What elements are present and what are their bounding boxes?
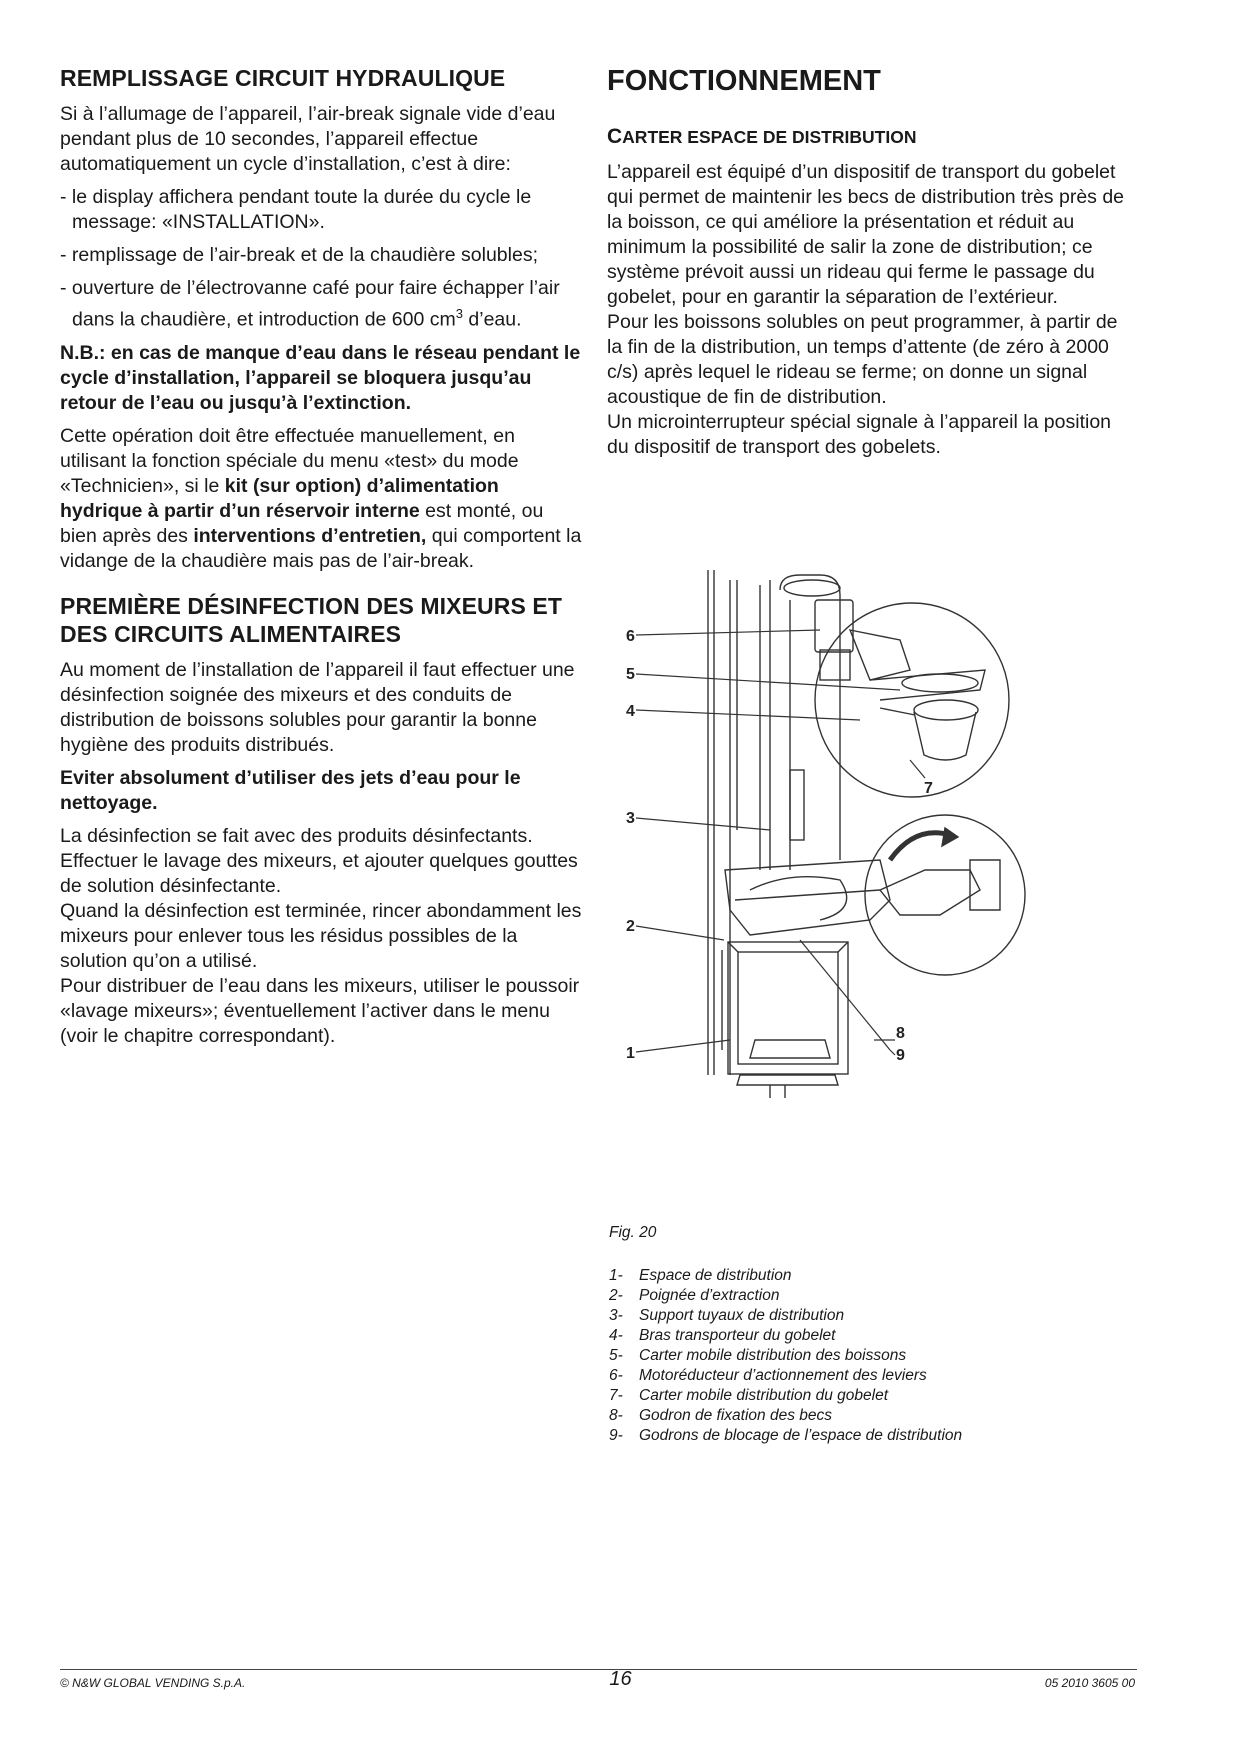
legend-item: 7- Carter mobile distribution du gobelet <box>609 1387 888 1404</box>
callout-8: 8 <box>896 1025 905 1042</box>
nb-note: N.B.: en cas de manque d’eau dans le réseau pendant le cycle d’installation, l’appareil se bloquera jusqu’au retour de l’eau ou jusqu’à l’extinction. <box>60 341 581 414</box>
fonctionnement-paragraph: Un microinterrupteur spécial signale à l’appareil la position du dispositif de transport des gobelets. <box>607 411 1112 458</box>
fonctionnement-paragraph: Pour les boissons solubles on peut programmer, à partir de la fin de la distribution, un temps d’attente (de zéro à 2000 c/s) après lequel le rideau se ferme; on donne un signal acoustique de fin de distribution. <box>607 311 1118 408</box>
installation-steps-list <box>60 185 582 333</box>
page-number: 16 <box>609 1668 632 1690</box>
subsection-title: CARTER ESPACE DE DISTRIBUTION <box>607 125 917 148</box>
legend-item: 8- Godron de fixation des becs <box>609 1407 833 1424</box>
callout-5: 5 <box>626 666 635 683</box>
callout-4: 4 <box>626 703 635 720</box>
section-title-desinfection: PREMIÈRE DÉSINFECTION DES MIXEURS ET DES CIRCUITS ALIMENTAIRES <box>60 592 562 647</box>
left-column <box>60 64 582 1057</box>
desinfection-intro: Au moment de l’installation de l’appareil il faut effectuer une désinfection soignée des mixeurs et des conduits de distribution de boissons solubles pour garantir la bonne hygiène des produits distribués. <box>60 658 575 756</box>
section-title-remplissage: REMPLISSAGE CIRCUIT HYDRAULIQUE <box>60 65 506 91</box>
desinfection-paragraph: Quand la désinfection est terminée, rincer abondamment les mixeurs pour enlever tous les résidus possibles de la solution qu’on a utilisé. <box>60 899 582 972</box>
legend-item: 5- Carter mobile distribution des boissons <box>609 1347 907 1364</box>
machine-diagram <box>626 570 1160 1210</box>
legend-item: 2- Poignée d’extraction <box>609 1287 780 1304</box>
callout-1: 1 <box>626 1045 635 1062</box>
fonctionnement-paragraph: L’appareil est équipé d’un dispositif de transport du gobelet qui permet de maintenir les becs de distribution très près de la boisson, ce qui améliore la présentation et réduit au minimum la possibilité de salir la zone de distribution; ce système prévoit aussi un rideau qui ferme le passage du gobelet, pour en garantir la séparation de l’extérieur. <box>607 161 1125 308</box>
right-column <box>607 64 1135 468</box>
figure-distribution-illustration <box>626 570 1160 1210</box>
list-item: - le display affichera pendant toute la durée du cycle le message: «INSTALLATION». <box>60 186 532 233</box>
desinfection-paragraph: Pour distribuer de l’eau dans les mixeurs, utiliser le poussoir «lavage mixeurs»; éventuellement l’activer dans le menu (voir le chapitre correspondant). <box>60 974 580 1047</box>
list-item: - remplissage de l’air-break et de la chaudière solubles; <box>60 244 538 266</box>
figure-legend <box>609 1266 962 1446</box>
legend-item: 6- Motoréducteur d’actionnement des leviers <box>609 1367 927 1384</box>
figure-caption: Fig. 20 <box>609 1224 657 1241</box>
legend-item: 9- Godrons de blocage de l’espace de distribution <box>609 1427 963 1444</box>
callout-3: 3 <box>626 810 635 827</box>
footer-doc-code: 05 2010 3605 00 <box>1044 1676 1135 1690</box>
desinfection-paragraph: La désinfection se fait avec des produits désinfectants. Effectuer le lavage des mixeurs, et ajouter quelques gouttes de solution désinfectante. <box>60 824 578 897</box>
callout-2: 2 <box>626 918 635 935</box>
list-item: - ouverture de l’électrovanne café pour faire échapper l’air dans la chaudière, et introduction de 600 $cm^3$ d’eau. <box>60 277 560 331</box>
callout-9: 9 <box>896 1047 905 1064</box>
legend-item: 3- Support tuyaux de distribution <box>609 1307 845 1324</box>
callout-6: 6 <box>626 628 635 645</box>
legend-item: 1- Espace de distribution <box>609 1267 792 1284</box>
remplissage-intro: Si à l’allumage de l’appareil, l’air-break signale vide d’eau pendant plus de 10 secondes, l’appareil effectue automatiquement un cycle d’installation, c’est à dire: <box>60 103 556 175</box>
legend-item: 4- Bras transporteur du gobelet <box>609 1327 836 1344</box>
callout-7: 7 <box>924 780 933 797</box>
manual-operation-paragraph: Cette opération doit être effectuée manuellement, en utilisant la fonction spéciale du menu «test» du mode «Technicien», si le kit (sur option) d’alimentation hydrique à partir d’un réservoir interne est monté, ou bien après des interventions d’entretien, qui comportent la vidange de la chaudière mais pas de l’air-break. <box>60 424 582 572</box>
footer-copyright: © N&W GLOBAL VENDING S.p.A. <box>60 1676 246 1690</box>
page-title: FONCTIONNEMENT <box>607 65 881 97</box>
desinfection-warning: Eviter absolument d’utiliser des jets d’eau pour le nettoyage. <box>60 766 521 814</box>
